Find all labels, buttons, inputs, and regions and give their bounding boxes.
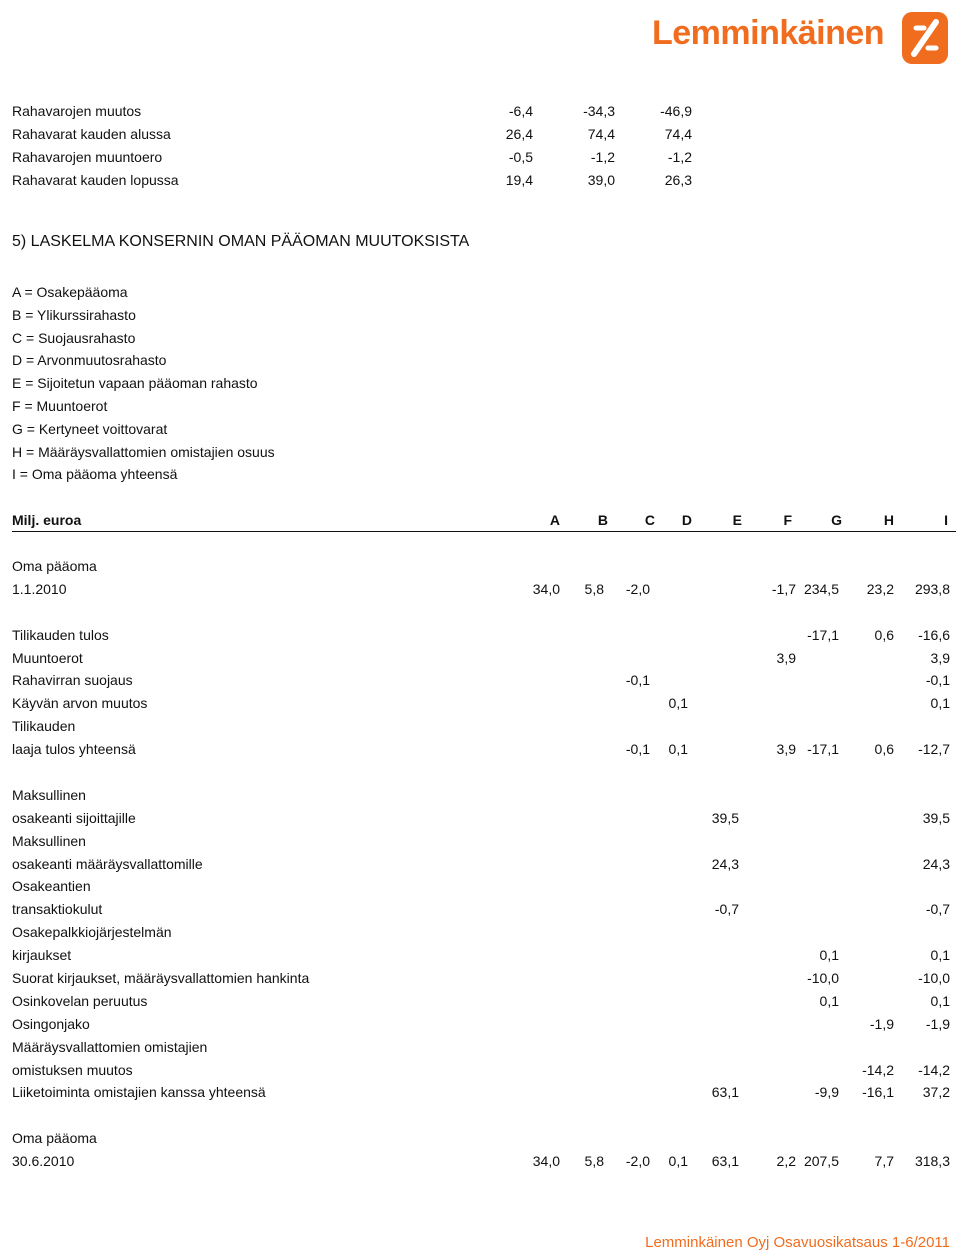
cell-g: 0,1 xyxy=(819,947,839,964)
table-row xyxy=(12,647,956,670)
row-label: osakeanti sijoittajille xyxy=(12,809,136,826)
cashflow-row xyxy=(12,100,702,123)
cell-i: 24,3 xyxy=(922,855,950,872)
cell-g: 207,5 xyxy=(803,1153,839,1170)
logo-wordmark: Lemminkäinen xyxy=(652,14,885,52)
table-row xyxy=(12,1036,956,1059)
cashflow-summary xyxy=(12,100,702,192)
cell-i: 318,3 xyxy=(914,1153,950,1170)
legend-item: B = Ylikurssirahasto xyxy=(12,306,136,323)
table-row xyxy=(12,1150,956,1173)
cell-i: 0,1 xyxy=(930,992,950,1009)
cashflow-value: 39,0 xyxy=(587,172,615,188)
column-header-c: C xyxy=(644,512,655,528)
table-row xyxy=(12,921,956,944)
cell-b: 5,8 xyxy=(584,1153,604,1170)
cashflow-label: Rahavarojen muuntoero xyxy=(12,149,163,165)
row-label: Muuntoerot xyxy=(12,649,83,666)
table-row xyxy=(12,967,956,990)
table-row xyxy=(12,944,956,967)
column-header-a: A xyxy=(549,512,560,528)
table-row xyxy=(12,601,956,624)
row-label: 1.1.2010 xyxy=(12,580,67,597)
cashflow-value: 19,4 xyxy=(505,172,533,188)
table-row xyxy=(12,578,956,601)
table-row xyxy=(12,692,956,715)
cell-f: 3,9 xyxy=(776,649,796,666)
row-label: osakeanti määräysvallattomille xyxy=(12,855,203,872)
legend-item: C = Suojausrahasto xyxy=(12,329,136,346)
cell-i: 0,1 xyxy=(930,695,950,712)
cell-e: 24,3 xyxy=(711,855,739,872)
column-header-e: E xyxy=(732,512,742,528)
cell-d: 0,1 xyxy=(668,741,688,758)
table-row xyxy=(12,830,956,853)
cashflow-value: 74,4 xyxy=(664,126,692,142)
cell-e: 63,1 xyxy=(711,1084,739,1101)
cell-g: 234,5 xyxy=(803,580,839,597)
cell-i: 293,8 xyxy=(914,580,950,597)
cashflow-row xyxy=(12,123,702,146)
column-header-h: H xyxy=(883,512,894,528)
cell-g: -10,0 xyxy=(807,970,839,987)
table-row xyxy=(12,624,956,647)
table-row xyxy=(12,1104,956,1127)
cell-i: 0,1 xyxy=(930,947,950,964)
cashflow-value: 26,3 xyxy=(664,172,692,188)
table-row xyxy=(12,555,956,578)
row-label: omistuksen muutos xyxy=(12,1061,133,1078)
legend-item: D = Arvonmuutosrahasto xyxy=(12,352,167,369)
cell-i: -12,7 xyxy=(918,741,950,758)
table-row xyxy=(12,1013,956,1036)
row-label: laaja tulos yhteensä xyxy=(12,741,136,758)
cashflow-row xyxy=(12,146,702,169)
cell-g: -9,9 xyxy=(814,1084,839,1101)
table-row xyxy=(12,715,956,738)
cell-g: 0,1 xyxy=(819,992,839,1009)
equity-changes-table xyxy=(12,555,956,1173)
cell-g: -17,1 xyxy=(807,626,839,643)
cell-a: 34,0 xyxy=(532,580,560,597)
cell-c: -2,0 xyxy=(625,1153,650,1170)
column-header-b: B xyxy=(597,512,608,528)
cell-h: -14,2 xyxy=(862,1061,894,1078)
cell-c: -0,1 xyxy=(625,672,650,689)
table-row xyxy=(12,1127,956,1150)
cashflow-label: Rahavarojen muutos xyxy=(12,103,142,119)
cell-a: 34,0 xyxy=(532,1153,560,1170)
cashflow-value: 74,4 xyxy=(587,126,615,142)
cell-h: -16,1 xyxy=(862,1084,894,1101)
cell-h: -1,9 xyxy=(869,1015,894,1032)
row-label: Käyvän arvon muutos xyxy=(12,695,148,712)
unit-label: Milj. euroa xyxy=(12,512,82,528)
row-label: Osingonjako xyxy=(12,1015,90,1032)
cell-e: 63,1 xyxy=(711,1153,739,1170)
row-label: Tilikauden tulos xyxy=(12,626,109,643)
cell-i: -14,2 xyxy=(918,1061,950,1078)
table-row xyxy=(12,875,956,898)
cashflow-value: -46,9 xyxy=(660,103,692,119)
cashflow-value: -1,2 xyxy=(590,149,615,165)
table-row xyxy=(12,761,956,784)
cashflow-value: -34,3 xyxy=(583,103,615,119)
cell-d: 0,1 xyxy=(668,695,688,712)
legend-item: H = Määräysvallattomien omistajien osuus xyxy=(12,443,275,460)
cell-d: 0,1 xyxy=(668,1153,688,1170)
cell-i: -10,0 xyxy=(918,970,950,987)
column-header-g: G xyxy=(831,512,842,528)
row-label: Maksullinen xyxy=(12,786,86,803)
row-label: Suorat kirjaukset, määräysvallattomien hankinta xyxy=(12,970,310,987)
column-header-d: D xyxy=(681,512,692,528)
table-row xyxy=(12,898,956,921)
legend-item: E = Sijoitetun vapaan pääoman rahasto xyxy=(12,375,258,392)
cell-b: 5,8 xyxy=(584,580,604,597)
legend-item: G = Kertyneet voittovarat xyxy=(12,420,168,437)
row-label: Osinkovelan peruutus xyxy=(12,992,148,1009)
column-header-f: F xyxy=(783,512,792,528)
cell-e: 39,5 xyxy=(711,809,739,826)
column-header-i: I xyxy=(944,512,948,528)
legend-item: A = Osakepääoma xyxy=(12,284,128,300)
row-label: Maksullinen xyxy=(12,832,86,849)
cashflow-value: -1,2 xyxy=(667,149,692,165)
cashflow-label: Rahavarat kauden lopussa xyxy=(12,172,179,188)
cell-f: 3,9 xyxy=(776,741,796,758)
logo-mark-icon xyxy=(900,8,952,68)
cell-i: -0,1 xyxy=(925,672,950,689)
cell-e: -0,7 xyxy=(714,901,739,918)
cell-f: -1,7 xyxy=(771,580,796,597)
cell-f: 2,2 xyxy=(776,1153,796,1170)
table-row xyxy=(12,853,956,876)
table-row xyxy=(12,1081,956,1104)
cell-i: 39,5 xyxy=(922,809,950,826)
cell-h: 23,2 xyxy=(866,580,894,597)
table-row xyxy=(12,669,956,692)
row-label: Liiketoiminta omistajien kanssa yhteensä xyxy=(12,1084,266,1101)
legend-item: I = Oma pääoma yhteensä xyxy=(12,466,178,483)
row-label: Oma pääoma xyxy=(12,558,97,574)
cell-c: -2,0 xyxy=(625,580,650,597)
row-label: 30.6.2010 xyxy=(12,1153,75,1170)
row-label: Oma pääoma xyxy=(12,1130,97,1147)
row-label: kirjaukset xyxy=(12,947,72,964)
row-label: transaktiokulut xyxy=(12,901,103,918)
cell-i: -16,6 xyxy=(918,626,950,643)
column-legend xyxy=(12,281,275,486)
cell-i: 3,9 xyxy=(930,649,950,666)
table-row xyxy=(12,1059,956,1082)
cashflow-value: 26,4 xyxy=(505,126,533,142)
row-label: Osakeantien xyxy=(12,878,91,895)
table-row xyxy=(12,738,956,761)
cell-c: -0,1 xyxy=(625,741,650,758)
company-logo xyxy=(652,8,952,68)
table-row xyxy=(12,807,956,830)
table-row xyxy=(12,990,956,1013)
cashflow-label: Rahavarat kauden alussa xyxy=(12,126,171,142)
legend-item: F = Muuntoerot xyxy=(12,397,108,414)
row-label: Tilikauden xyxy=(12,718,76,735)
cashflow-value: -6,4 xyxy=(508,103,533,119)
row-label: Rahavirran suojaus xyxy=(12,672,133,689)
cell-i: 37,2 xyxy=(922,1084,950,1101)
page-footer: Lemminkäinen Oyj Osavuosikatsaus 1-6/2011 xyxy=(645,1234,950,1251)
table-header-row xyxy=(12,509,956,532)
cell-h: 0,6 xyxy=(874,626,894,643)
row-label: Osakepalkkiojärjestelmän xyxy=(12,924,172,941)
cashflow-row xyxy=(12,169,702,192)
section-title: 5) LASKELMA KONSERNIN OMAN PÄÄOMAN MUUTOKSISTA xyxy=(12,233,470,250)
cell-g: -17,1 xyxy=(807,741,839,758)
cell-i: -0,7 xyxy=(925,901,950,918)
cell-h: 7,7 xyxy=(874,1153,894,1170)
table-row xyxy=(12,784,956,807)
cell-i: -1,9 xyxy=(925,1015,950,1032)
cell-h: 0,6 xyxy=(874,741,894,758)
cashflow-value: -0,5 xyxy=(508,149,533,165)
row-label: Määräysvallattomien omistajien xyxy=(12,1038,208,1055)
